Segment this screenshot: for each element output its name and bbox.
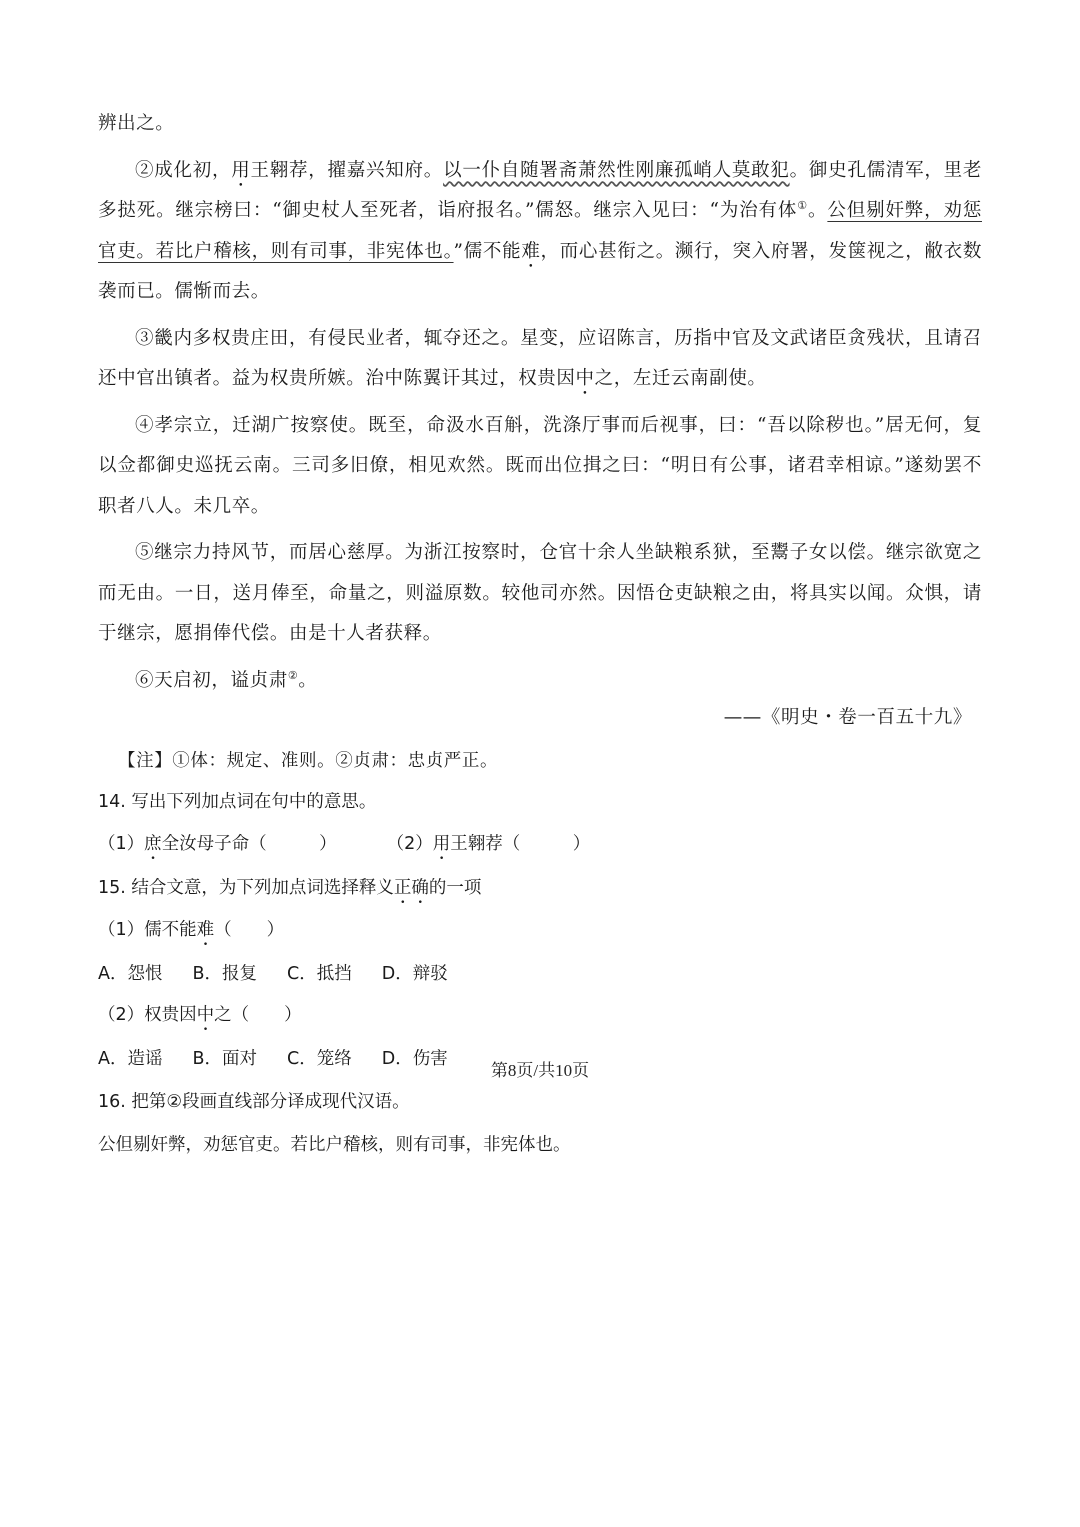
option-c: C．抵挡: [287, 964, 352, 984]
dotted-word-zhengque: 正确: [393, 878, 429, 898]
paragraph-4: ④孝宗立，迁湖广按察使。既至，命汲水百斛，洗涤厅事而后视事，曰：“吾以除秽也。”居无何，复以佥都御史巡抚云南。三司多旧僚，相见欢然。既而出位揖之曰：“明日有公事，诸君幸相谅。”遂劾罢不职者八人。未几卒。: [98, 414, 982, 517]
paragraph-3: ③畿内多权贵庄田，有侵民业者，辄夺还之。星变，应诏陈言，历指中官及文武诸臣贪残状，且请召还中官出镇者。益为权贵所嫉。治中陈翼讦其过，权贵因中之，左迁云南副使。: [98, 327, 982, 389]
paragraph-6: ⑥天启初，谥贞肃②。: [135, 668, 318, 691]
dotted-word-shu: 庶: [144, 834, 162, 854]
question-16-text: 公但剔奸弊，劝惩官吏。若比户稽核，则有司事，非宪体也。: [98, 1135, 571, 1155]
footnote-marker-2: ②: [287, 668, 299, 682]
dotted-word-zhong: 中: [575, 368, 595, 389]
question-14-items: （1）庶全汝母子命（ ） （2）用王翱荐（ ）: [98, 834, 591, 854]
dotted-word-yong: 用: [231, 159, 251, 181]
option-b: B．报复: [192, 964, 257, 984]
page-number: 第8页/共10页: [490, 1061, 590, 1080]
option-b: B．面对: [192, 1049, 257, 1069]
classical-passage: [98, 104, 982, 701]
footnotes: 【注】①体：规定、准则。②贞肃：忠贞严正。: [118, 751, 499, 771]
paragraph-5: ⑤继宗力持风节，而居心慈厚。为浙江按察时，仓官十余人坐缺粮系狱，至鬻子女以偿。继宗欲宽之而无由。一日，送月俸至，命量之，则溢原数。较他司亦然。因悟仓吏缺粮之由，将具实以闻。众惧，请于继宗，愿捐俸代偿。由是十人者获释。: [98, 542, 982, 644]
option-c: C．笼络: [287, 1049, 352, 1069]
paragraph-2: ②成化初，用王翱荐，擢嘉兴知府。以一仆自随署斋萧然性刚廉孤峭人莫敢犯。御史孔儒清军，里老多挞死。继宗榜曰：“御史杖人至死者，诣府报名。”儒怒。继宗入见曰：“为治有体①。公但剔奸弊，劝惩官吏。若比户稽核，则有司事，非宪体也。”儒不能难，而心甚衔之。濒行，突入府署，发箧视之，敝衣数袭而已。儒惭而去。: [98, 159, 982, 302]
option-d: D．伤害: [381, 1049, 448, 1069]
dotted-word-zhong-q: 中: [196, 1005, 215, 1025]
question-14-title: 14. 写出下列加点词在句中的意思。: [98, 792, 377, 812]
question-15-sub-2: （2）权贵因中之（ ）: [98, 1005, 302, 1025]
paragraph-1-ending: 辨出之。: [98, 113, 175, 134]
question-16-title: 16. 把第②段画直线部分译成现代汉语。: [98, 1092, 410, 1112]
source-citation: ——《明史・卷一百五十九》: [723, 707, 972, 728]
option-a: A．怨恨: [98, 964, 163, 984]
footnote-marker-1: ①: [797, 198, 809, 212]
dotted-word-nan-q: 难: [196, 920, 215, 940]
option-a: A．造谣: [98, 1049, 163, 1069]
question-15-title: 15. 结合文意，为下列加点词选择释义正确的一项: [98, 878, 482, 898]
option-d: D．辩驳: [381, 964, 448, 984]
dotted-word-yong-q: 用: [432, 834, 451, 854]
question-15-sub-1: （1）儒不能难（ ）: [98, 920, 285, 940]
dotted-word-nan: 难: [521, 240, 541, 262]
question-15-sub-1-options: [98, 960, 478, 985]
wavy-underlined-sentence: 以一仆自随署斋萧然性刚廉孤峭人莫敢犯: [443, 159, 790, 181]
straight-underlined-sentence: 公但剔奸弊，劝惩官吏。若比户稽核，则有司事，非宪体也。: [98, 200, 982, 262]
